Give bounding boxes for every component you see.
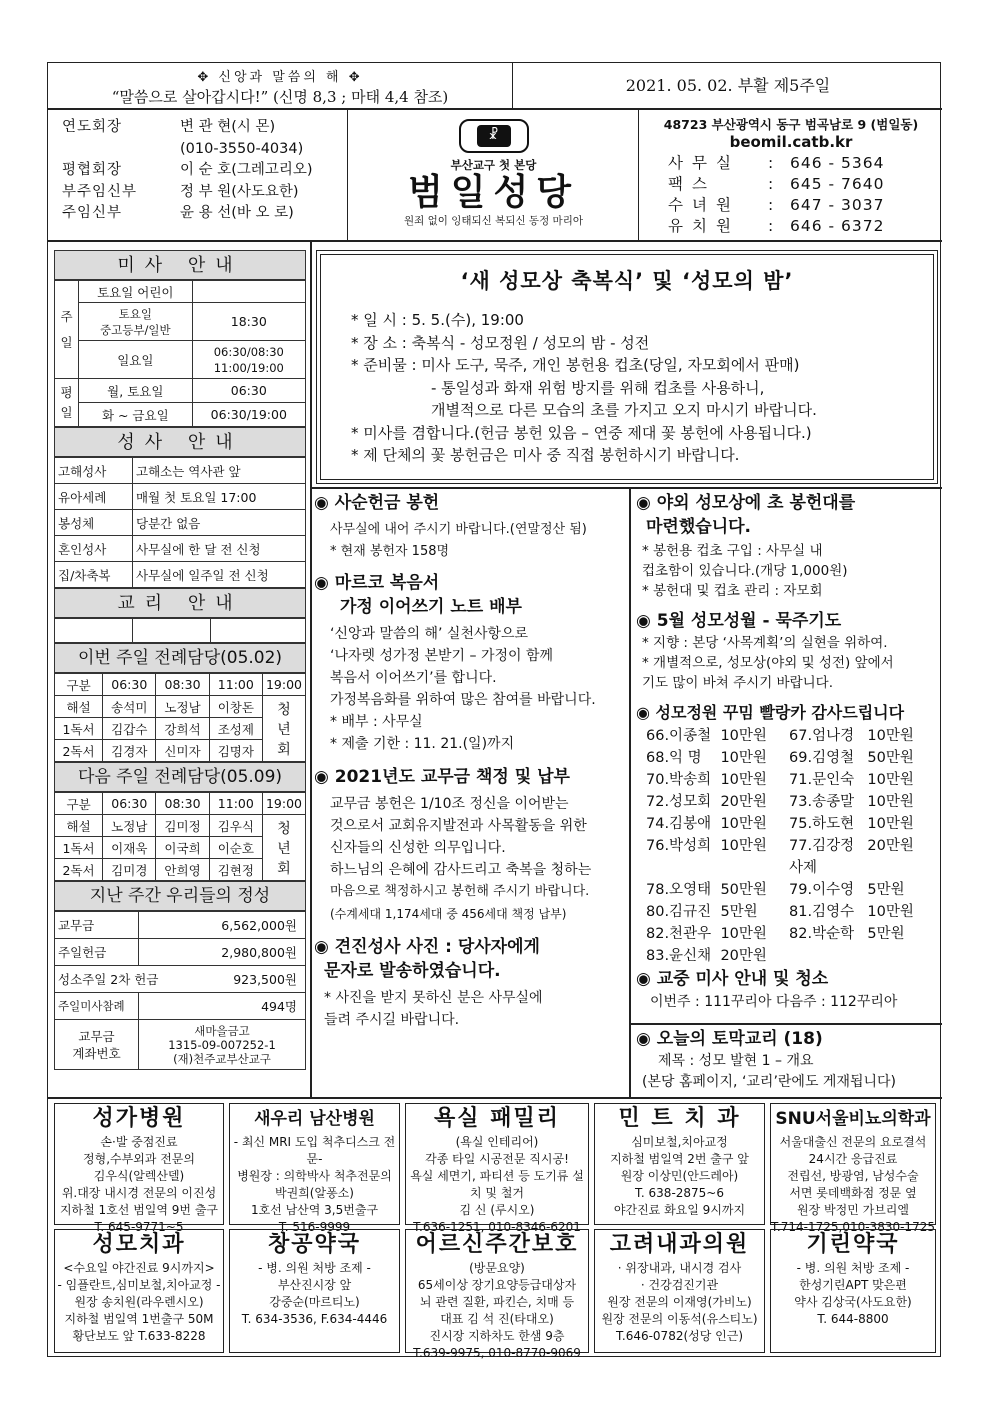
ad-line: 황단보도 앞 T.633-8228: [72, 1329, 206, 1343]
advertisement: [770, 1103, 936, 1234]
mass-schedule-table: 주일 토요일 어린이 토요일 중고등부/일반 18:30 일요일 06:30/08:30 11:00/19:00 평일 월, 토요일 06:30 화 ~ 금요일 06:30/19:00: [54, 280, 306, 427]
article-title: ◉ 견진성사 사진 : 당사자에게: [314, 937, 540, 957]
ad-title: 창공약국: [267, 1232, 361, 1257]
phone-row: 유치원 : 646 - 6372: [668, 217, 885, 235]
advertisement: [594, 1229, 765, 1353]
ad-line: 약사 김상국(사도요한): [794, 1295, 912, 1309]
ad-line: T.646-0782(성당 인근): [615, 1329, 744, 1343]
parish-logo-box: [349, 109, 639, 240]
ad-line: 손·발 중점진료: [100, 1135, 178, 1149]
ad-line: 원장 전문의 이재영(가비노): [607, 1295, 752, 1309]
youth-group: 청년회: [262, 696, 305, 762]
parish-mass-notice: ◉ 교중 미사 안내 및 청소 이번주 : 111꾸리아 다음주 : 112꾸리아: [636, 969, 898, 1010]
leader-name: 변 관 현(시 몬): [180, 119, 276, 135]
leaders-box: [48, 109, 348, 240]
bulletin-page: [47, 62, 941, 1360]
sacrament-table: 고해성사 고해소는 역사관 앞 유아세례 매월 첫 토요일 17:00 봉성체 당분간 없음 혼인성사 사무실에 한 달 전 신청 집/차축복 사무실에 일주일 전 신청: [54, 457, 306, 588]
chi-rho-icon: ☧: [459, 119, 529, 153]
ad-line: 위.대장 내시경 전문의 이진성: [61, 1186, 217, 1200]
feature-notice: ‘새 성모상 축복식’ 및 ‘성모의 밤’ * 일 시 : 5. 5.(수), 19:00 * 장 소 : 축복식 - 성모정원 / 성모의 밤 - 성전 * 준비물 : 미사 도구, 묵주, 개인 봉헌용 컵초(당일, 자모회에서 판매) - 통일성과 화재 위험 방지를 위해 컵초를 사용하니, 개별적으로 다른 모습의 초를 가지고 오지 마시기 바랍니다. * 미사를 겸합니다.(헌금 봉헌 있음 – 연중 제대 꽃 봉헌에 사용됩니다.) * 제 단체의 꽃 봉헌금은 미사 중 직접 봉헌하시기 바랍니다.: [316, 250, 938, 484]
advertisement: [405, 1103, 589, 1234]
website-link[interactable]: beomil.catb.kr: [729, 133, 853, 151]
ad-line: · 건강검진기관: [640, 1278, 719, 1292]
leader-name: 윤 용 선(바 오 로): [180, 205, 294, 221]
bulletin-date: 2021. 05. 02. 부활 제5주일: [625, 76, 831, 95]
ad-line: T. 634-3536, F.634-4446: [241, 1312, 388, 1326]
ad-line: 심미보철,치아교정: [631, 1135, 728, 1149]
ad-line: 김 신 (루시오): [459, 1203, 535, 1217]
ad-line: 야간진료 화요일 9시까지: [613, 1203, 746, 1217]
advertisement: [229, 1229, 400, 1353]
ad-title: 성가병원: [92, 1106, 186, 1131]
phone-row: 사무실 : 646 - 5364: [668, 154, 885, 172]
contact-box: [640, 109, 942, 240]
ad-title: SNU서울비뇨의학과: [775, 1109, 931, 1129]
catechism-notice: ◉ 오늘의 토막교리 (18) 제목 : 성모 발현 1 – 개요 (본당 홈페이지, ‘교리’란에도 게재됩니다): [636, 1029, 897, 1090]
article-title: ◉ 5월 성모성월 - 묵주기도: [636, 611, 842, 631]
youth-group: 청년회: [262, 815, 305, 881]
advertisement: [405, 1229, 589, 1360]
leader-name: 정 부 원(사도요한): [180, 183, 299, 200]
phone-row: 팩스 : 645 - 7640: [668, 175, 885, 193]
donor-row: 70.박송희 10만원 71.문인숙 10만원: [646, 772, 914, 788]
motto-box: [48, 63, 513, 108]
leader-role: 부주임신부: [62, 183, 138, 200]
ad-line: 1호선 남산역 3,5번출구: [250, 1203, 379, 1217]
article-title: ◉ 사순헌금 봉헌: [314, 493, 440, 513]
ad-line: 서울대출신 전문의 요로결석: [779, 1135, 927, 1149]
ad-line: 전립선, 방광염, 남성수술: [787, 1169, 919, 1183]
parish-tagline: 원죄 없이 잉태되신 복되신 동정 마리아: [404, 215, 583, 227]
advertisement: [54, 1103, 224, 1234]
liturgy-this-week-table: 구분 06:30 08:30 11:00 19:00 해설 송석미 노정남 이창돈 청년회 1독서 김갑수 강희석 조성제 2독서 김경자 신미자 김명자: [54, 673, 306, 762]
ad-line: T. 638-2875~6: [635, 1186, 724, 1200]
ad-line: 진시장 지하차도 한샘 9층: [429, 1329, 565, 1343]
ad-line: 지하철 범일역 2번 출구 앞: [610, 1152, 749, 1166]
ad-title: 새우리 남산병원: [254, 1109, 375, 1129]
mass-schedule-title: 미사 안내: [54, 250, 306, 280]
ad-title: 성모치과: [92, 1232, 186, 1257]
ad-line: 강중순(마르티노): [269, 1295, 360, 1309]
motto-line2: “말씀으로 살아갑시다!” (신명 8,3 ; 마태 4,4 참조): [111, 88, 449, 106]
ad-line: 원장 전문의 이동석(유스티노): [601, 1312, 758, 1326]
ad-line: 원장 송치원(라우렌시오): [74, 1295, 204, 1309]
ad-line: 24시간 응급진료: [808, 1152, 898, 1166]
sacrament-title: 성사 안내: [54, 427, 306, 457]
ad-line: 각종 타일 시공전문 직시공!: [425, 1152, 569, 1166]
donor-row: 80.김규진 5만원 81.김영수 10만원: [646, 904, 914, 920]
ad-line: 김우식(알렉산델): [93, 1169, 185, 1183]
address: 48723 부산광역시 동구 범곡남로 9 (범일동): [663, 117, 919, 132]
donor-row: 76.박성희 10만원 77.김강정사제 20만원: [646, 838, 914, 876]
ad-line: - 임플란트,심미보철,치아교정 -: [57, 1278, 221, 1292]
ad-line: (방문요양): [469, 1261, 525, 1275]
ad-line: - 병. 의원 처방 조제 -: [796, 1261, 910, 1275]
donors-title: ◉ 성모정원 꾸밈 빨랑카 감사드립니다: [636, 703, 905, 722]
ad-title: 어르신주간보호: [415, 1232, 579, 1257]
parish-subtitle: 부산교구 첫 본당: [450, 158, 537, 172]
ad-line: 서면 롯데백화점 정문 옆: [789, 1186, 917, 1200]
donor-row: 82.천관우 10만원 82.박순학 5만원: [646, 926, 905, 942]
left-column: [54, 250, 306, 1090]
ad-line: 부산진시장 앞: [277, 1278, 352, 1292]
ad-line: 원장 박정민 가브리엘: [797, 1203, 909, 1217]
leader-phone: (010-3550-4034): [180, 140, 304, 157]
donor-row: 68.익 명 10만원 69.김영철 50만원: [646, 750, 914, 766]
donor-row: 66.이종철 10만원 67.엄나경 10만원: [646, 728, 914, 744]
liturgy-this-week-title: 이번 주일 전례담당(05.02): [54, 643, 306, 673]
ad-line: T.639-9975, 010-8770-9069: [413, 1346, 581, 1360]
leader-role: 평협회장: [62, 162, 123, 178]
donor-row: 78.오영태 50만원 79.이수영 5만원: [646, 882, 905, 898]
donor-row: 74.김봉애 10만원 75.하도현 10만원: [646, 816, 914, 832]
ad-title: 욕실 패밀리: [434, 1106, 560, 1131]
ad-line: 병원장 : 의학박사 척추전문의: [237, 1169, 392, 1183]
article-title: ◉ 야외 성모상에 초 봉헌대를: [636, 493, 856, 513]
ad-title: 고려내과의원: [609, 1232, 750, 1257]
advertisement: [594, 1103, 765, 1225]
ad-line: - 최신 MRI 도입 척추디스크 전문-: [233, 1135, 396, 1166]
ad-line: 뇌 관련 질환, 파킨슨, 치매 등: [419, 1295, 575, 1309]
donor-row: 83.윤신채 20만원: [646, 948, 767, 964]
advertisement: [770, 1229, 936, 1353]
offering-title: 지난 주간 우리들의 정성: [54, 881, 306, 911]
ad-line: T.636-1251, 010-8346-6201: [413, 1220, 581, 1234]
offering-table: 교무금 6,562,000원 주일헌금 2,980,800원 성소주일 2차 헌금 923,500원 주일미사참례 494명 교무금 계좌번호 새마을금고 1315-09-007252-1 (재)천주교부산교구: [54, 911, 306, 1070]
donor-row: 72.성모회 20만원 73.송종말 10만원: [646, 794, 914, 810]
article-title: ◉ 마르코 복음서: [314, 573, 440, 593]
article-title: ◉ 2021년도 교무금 책정 및 납부: [314, 767, 570, 787]
ad-title: 기린약국: [806, 1232, 900, 1257]
ad-line: 욕실 세면기, 파티션 등 도기류 설치 및 철거: [410, 1169, 584, 1200]
ad-title: 민 트 치 과: [618, 1106, 741, 1131]
phone-row: 수녀원 : 647 - 3037: [668, 196, 885, 214]
ad-line: 원장 이상민(안드레아): [620, 1169, 739, 1183]
advertisement: [54, 1229, 224, 1353]
leader-name: 이 순 호(그레고리오): [180, 162, 313, 178]
ad-line: 65세이상 장기요양등급대상자: [417, 1278, 577, 1292]
leader-role: 주임신부: [62, 205, 123, 221]
liturgy-next-week-table: 구분 06:30 08:30 11:00 19:00 해설 노정남 김미정 김우식 청년회 1독서 이재욱 이국희 이순호 2독서 김미경 안희영 김현정: [54, 792, 306, 881]
parish-name: 범일성당: [407, 171, 580, 213]
ad-line: T.714-1725,010-3830-1725: [771, 1220, 935, 1234]
ad-line: 지하철 1호선 범일역 9번 출구: [59, 1203, 219, 1217]
liturgy-next-week-title: 다음 주일 전례담당(05.09): [54, 762, 306, 792]
ad-line: (욕실 인테리어): [455, 1135, 539, 1149]
ad-line: 박권희(알퐁소): [275, 1186, 354, 1200]
ad-line: 한성기린APT 맞은편: [799, 1278, 907, 1292]
ad-line: 대표 김 석 진(타대오): [440, 1312, 554, 1326]
ad-line: - 병. 의원 처방 조제 -: [258, 1261, 371, 1275]
ad-line: 지하철 범일역 1번출구 50M: [64, 1312, 214, 1326]
motto-line1: ✥ 신앙과 말씀의 해 ✥: [197, 70, 363, 85]
ad-line: T. 516-9999: [278, 1220, 351, 1234]
ad-line: · 위장내과, 내시경 검사: [617, 1261, 742, 1275]
ad-line: <수요일 야간진료 9시까지>: [63, 1261, 215, 1275]
notice-title: ‘새 성모상 축복식’ 및 ‘성모의 밤’: [460, 269, 794, 293]
catechism-table: [54, 618, 306, 643]
catechism-title: 교리 안내: [54, 588, 306, 618]
ad-line: 정형,수부외과 전문의: [83, 1152, 195, 1166]
ad-line: T. 645-9771~5: [94, 1220, 184, 1234]
ad-line: T. 644-8800: [817, 1312, 889, 1326]
right-column: ◉ 야외 성모상에 초 봉헌대를 마련했습니다. * 봉헌용 컵초 구입 : 사무실 내 컵초함이 있습니다.(개당 1,000원) * 봉헌대 및 컵초 관리 : 자모회 ◉ 5월 성모성월 - 묵주기도 * 지향 : 본당 ‘사목계획’의 실현을 위하여. * 개별적으로, 성모상(야외 및 성전) 앞에서 기도 많이 바쳐 주시기 바랍니다. ◉ 성모정원 꾸밈 빨랑카 감사드립니다 66.이종철 10만원 67.엄나경 10만원 68.익 명 10만원 69.김영철 50만원 70.박송희 10만원 71.문인숙 10만원 72.성모회 20만원 73.송종말 10만원 74.김봉애 10만원 75.하도현 10만원 76.박성희 10만원 77.김강정사제 20만원 78.오영태 50만원 79.이수영 5만원 80.김규진 5만원 81.김영수 10만원 82.천관우 10만원 82.박순학 5만원 83.윤신채 20만원: [636, 491, 936, 967]
leader-role: 연도회장: [62, 119, 123, 135]
donor-list: [636, 725, 936, 967]
middle-column: ◉ 사순헌금 봉헌 사무실에 내어 주시기 바랍니다.(연말정산 됨) * 현재 봉헌자 158명 ◉ 마르코 복음서 가정 이어쓰기 노트 배부 ‘신앙과 말씀의 해’ 실천사항으로 ‘나자렛 성가정 본받기 – 가정이 함께 복음서 이어쓰기’를 합니다. 가정복음화를 위하여 많은 참여를 바랍니다. * 배부 : 사무실 * 제출 기한 : 11. 21.(일)까지 ◉ 2021년도 교무금 책정 및 납부 교무금 봉헌은 1/10조 정신을 이어받는 것으로서 교회유지발전과 사목활동을 위한 신자들의 신성한 의무입니다. 하느님의 은혜에 감사드리고 축복을 청하는 마음으로 책정하시고 봉헌해 주시기 바랍니다. (수계세대 1,174세대 중 456세대 책정 납부) ◉ 견진성사 사진 : 당사자에게 문자로 발송하였습니다. * 사진을 받지 못하신 분은 사무실에 들려 주시길 바랍니다.: [314, 491, 626, 1031]
advertisement: [229, 1103, 400, 1234]
